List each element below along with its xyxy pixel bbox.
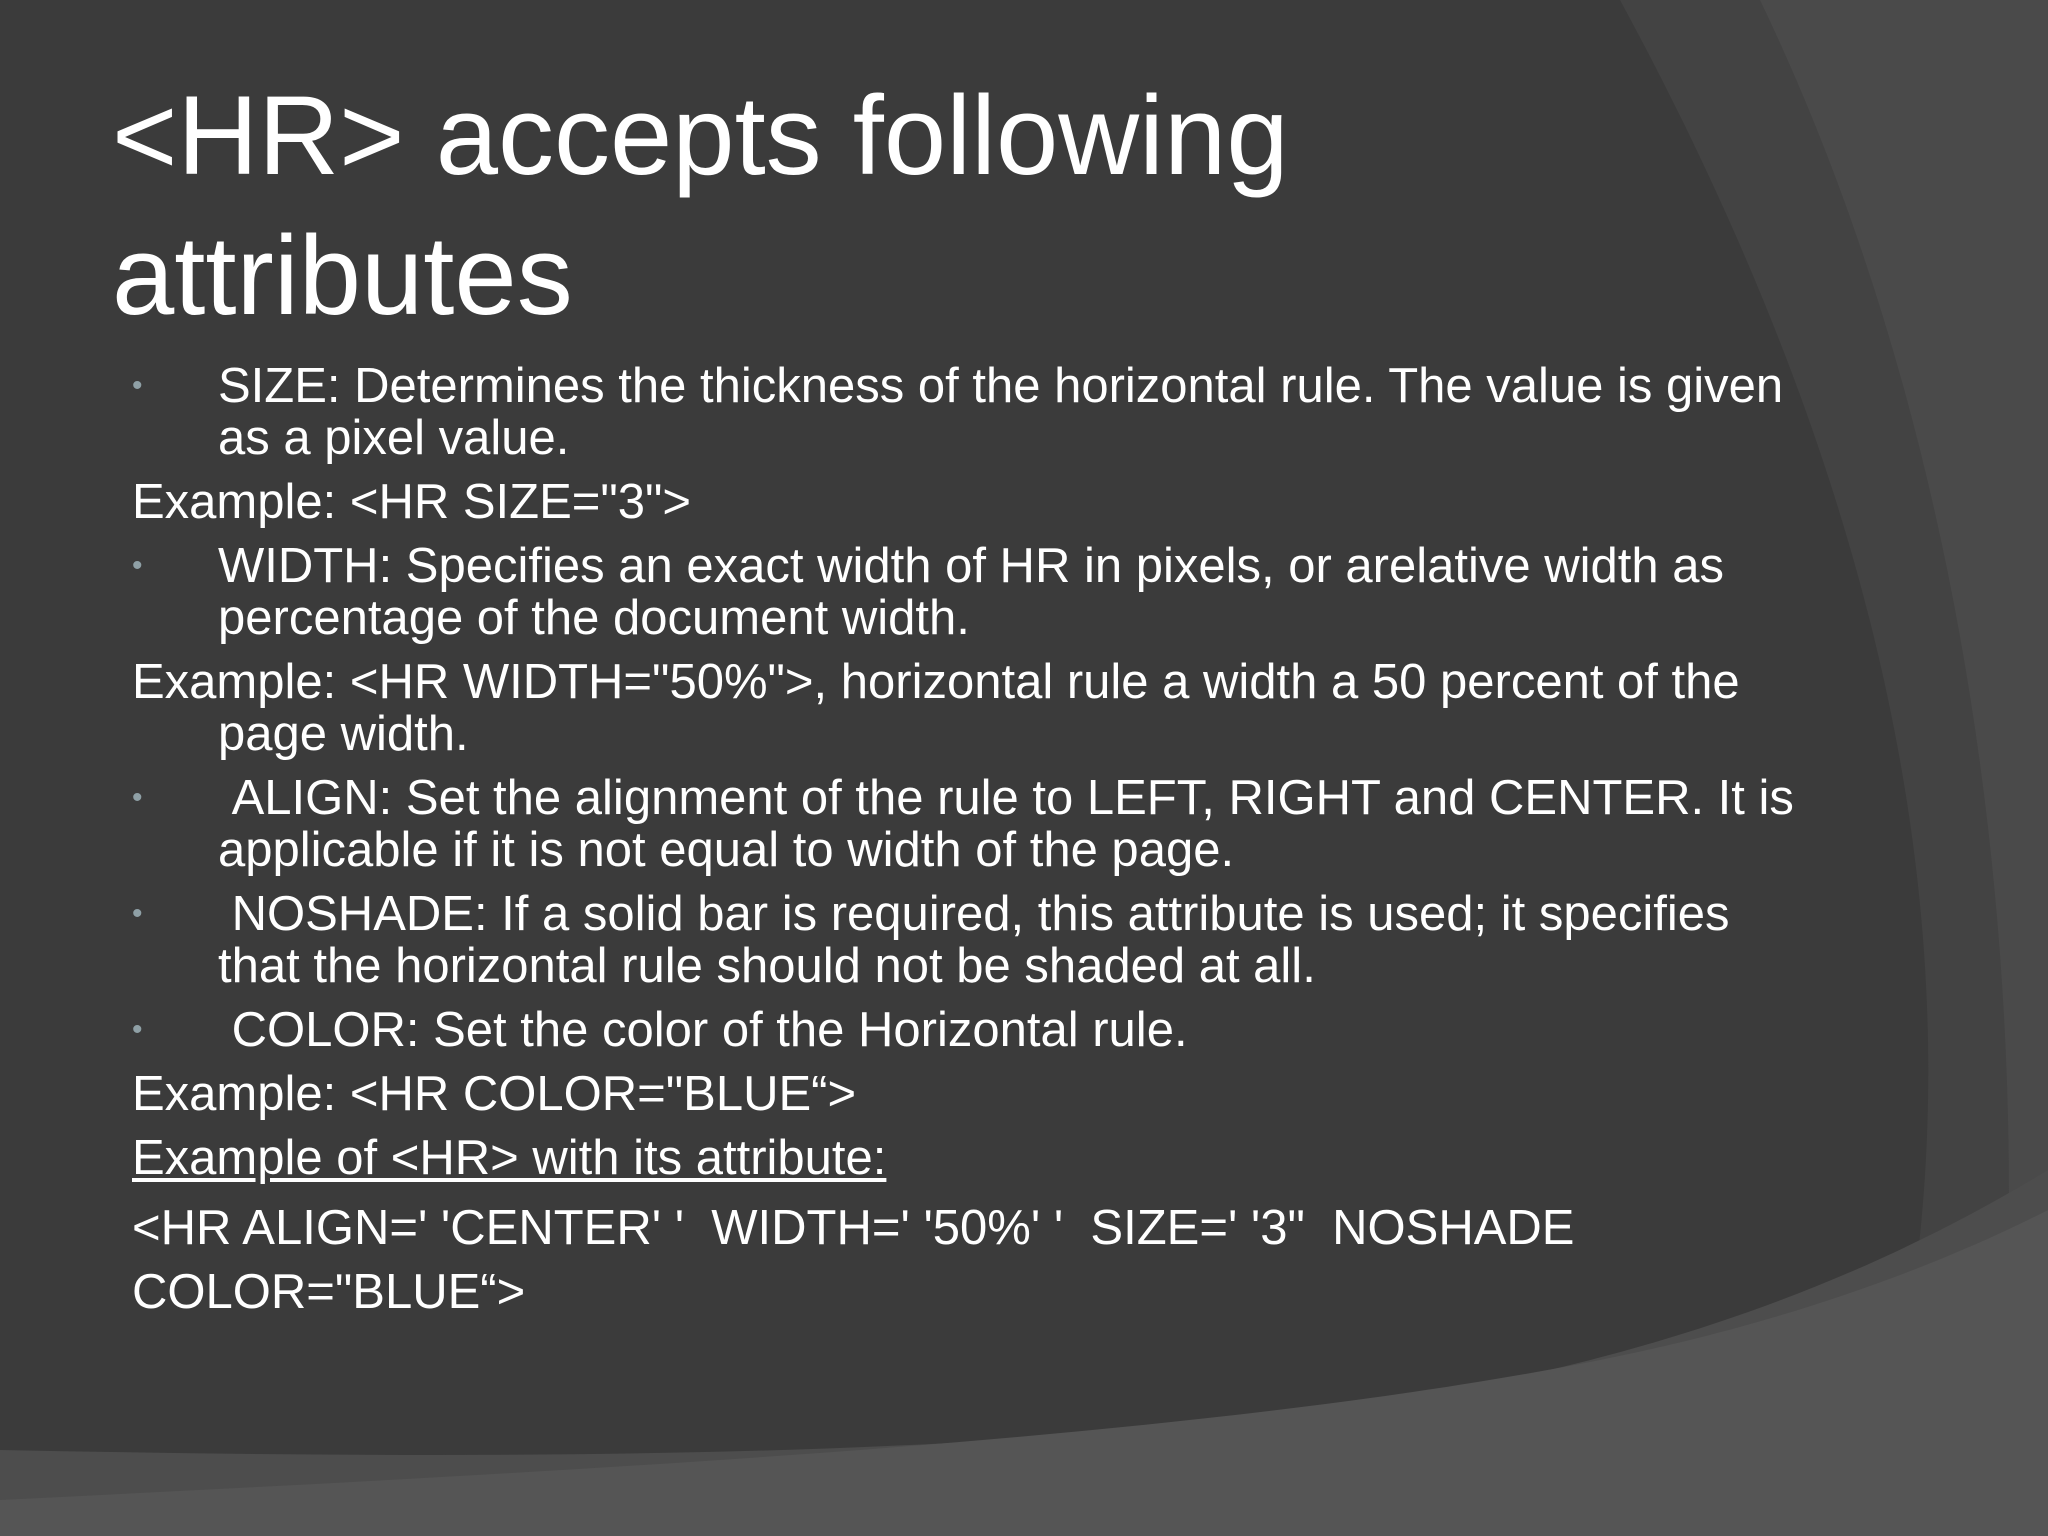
example-color: Example: <HR COLOR="BLUE“> (132, 1067, 857, 1121)
bullet-align (132, 772, 1812, 876)
bullet-marker: • (132, 369, 143, 402)
bullet-noshade (132, 888, 1812, 992)
bullet-text: NOSHADE: If a solid bar is required, this attribute is used; it specifies that the horizontal rule should not be shaded at all. (218, 887, 1744, 993)
bullet-text: WIDTH: Specifies an exact width of HR in pixels, or arelative width as percentage of the document width. (218, 539, 1724, 645)
bullet-text: COLOR: Set the color of the Horizontal rule. (218, 1003, 1188, 1057)
bullet-marker: • (132, 781, 143, 814)
bullet-text: SIZE: Determines the thickness of the horizontal rule. The value is given as a pixel value. (218, 359, 1784, 465)
example-size: Example: <HR SIZE="3"> (132, 475, 692, 529)
code-example-line-1: <HR ALIGN=' 'CENTER' ' WIDTH=' '50%' ' SIZE=' '3" NOSHADE (132, 1201, 1575, 1255)
example-width: Example: <HR WIDTH="50%">, horizontal rule a width a 50 percent of the page width. (132, 655, 1740, 761)
bullet-text: ALIGN: Set the alignment of the rule to LEFT, RIGHT and CENTER. It is applicable if it is not equal to width of the page. (218, 771, 1808, 877)
example-heading: Example of <HR> with its attribute: (132, 1131, 887, 1185)
bullet-marker: • (132, 897, 143, 930)
code-example-line-2: COLOR="BLUE“> (132, 1265, 526, 1319)
bullet-marker: • (132, 549, 143, 582)
slide-body (132, 360, 1812, 1324)
bullet-marker: • (132, 1013, 143, 1046)
bullet-size (132, 360, 1812, 464)
bullet-color (132, 1004, 1812, 1056)
bullet-width (132, 540, 1812, 644)
slide-title: <HR> accepts following attributes (112, 73, 1289, 338)
